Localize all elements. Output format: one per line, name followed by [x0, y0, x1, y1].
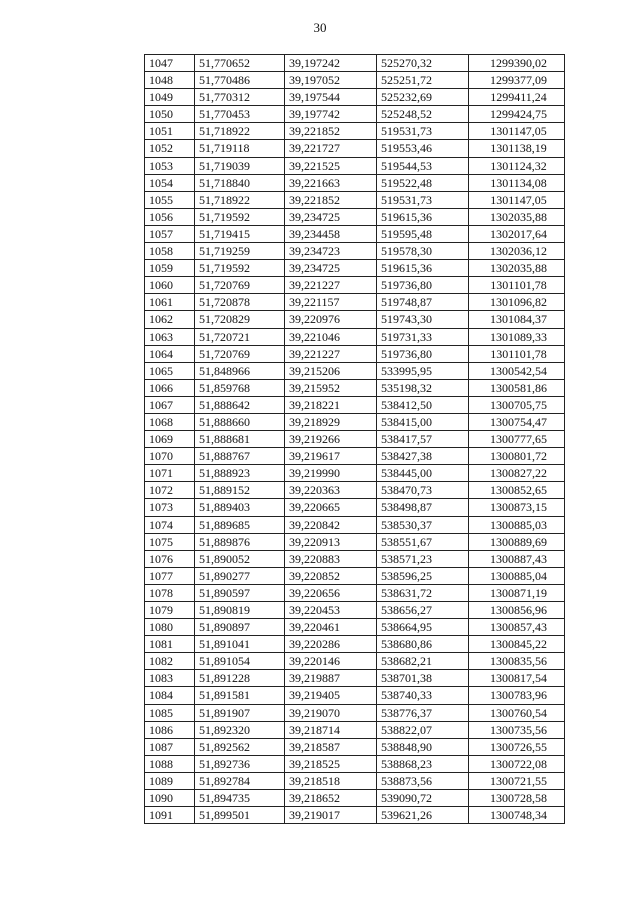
coord-y-cell: 1301147,05: [469, 191, 565, 208]
table-row: [145, 584, 565, 601]
coord-y-cell: 1300835,56: [469, 653, 565, 670]
point-number-cell: 1070: [145, 448, 195, 465]
coord-x-cell: 539090,72: [377, 790, 469, 807]
latitude-cell: 51,720721: [195, 328, 285, 345]
point-number-cell: 1061: [145, 294, 195, 311]
coord-x-cell: 519736,80: [377, 345, 469, 362]
coord-x-cell: 519615,36: [377, 260, 469, 277]
longitude-cell: 39,221525: [285, 157, 377, 174]
coord-x-cell: 538822,07: [377, 721, 469, 738]
table-row: [145, 294, 565, 311]
coord-y-cell: 1300871,19: [469, 584, 565, 601]
latitude-cell: 51,892562: [195, 738, 285, 755]
point-number-cell: 1063: [145, 328, 195, 345]
coord-x-cell: 538656,27: [377, 602, 469, 619]
table-row: [145, 123, 565, 140]
longitude-cell: 39,218221: [285, 396, 377, 413]
coord-x-cell: 538571,23: [377, 550, 469, 567]
latitude-cell: 51,890052: [195, 550, 285, 567]
table-row: [145, 670, 565, 687]
latitude-cell: 51,719118: [195, 140, 285, 157]
latitude-cell: 51,899501: [195, 807, 285, 824]
point-number-cell: 1051: [145, 123, 195, 140]
point-number-cell: 1083: [145, 670, 195, 687]
coord-x-cell: 525270,32: [377, 55, 469, 72]
coord-y-cell: 1300887,43: [469, 550, 565, 567]
page-number: 30: [313, 20, 327, 35]
coord-x-cell: 538701,38: [377, 670, 469, 687]
latitude-cell: 51,889876: [195, 533, 285, 550]
table-row: [145, 243, 565, 260]
coord-x-cell: 538682,21: [377, 653, 469, 670]
latitude-cell: 51,720878: [195, 294, 285, 311]
coord-x-cell: 538445,00: [377, 465, 469, 482]
latitude-cell: 51,888681: [195, 431, 285, 448]
coord-x-cell: 538417,57: [377, 431, 469, 448]
table-row: [145, 362, 565, 379]
point-number-cell: 1074: [145, 516, 195, 533]
point-number-cell: 1089: [145, 772, 195, 789]
longitude-cell: 39,218652: [285, 790, 377, 807]
coord-y-cell: 1300721,55: [469, 772, 565, 789]
coord-y-cell: 1300728,58: [469, 790, 565, 807]
table-row: [145, 721, 565, 738]
coord-x-cell: 525251,72: [377, 72, 469, 89]
coord-y-cell: 1300783,96: [469, 687, 565, 704]
coord-x-cell: 519531,73: [377, 191, 469, 208]
latitude-cell: 51,719592: [195, 260, 285, 277]
table-row: [145, 704, 565, 721]
point-number-cell: 1057: [145, 225, 195, 242]
longitude-cell: 39,219070: [285, 704, 377, 721]
coord-x-cell: 538680,86: [377, 636, 469, 653]
latitude-cell: 51,888642: [195, 396, 285, 413]
latitude-cell: 51,719259: [195, 243, 285, 260]
table-row: [145, 516, 565, 533]
point-number-cell: 1087: [145, 738, 195, 755]
point-number-cell: 1080: [145, 619, 195, 636]
table-row: [145, 755, 565, 772]
table-row: [145, 636, 565, 653]
coord-y-cell: 1300777,65: [469, 431, 565, 448]
longitude-cell: 39,220286: [285, 636, 377, 653]
longitude-cell: 39,221157: [285, 294, 377, 311]
longitude-cell: 39,197742: [285, 106, 377, 123]
point-number-cell: 1062: [145, 311, 195, 328]
coord-y-cell: 1301101,78: [469, 277, 565, 294]
coord-y-cell: 1300885,03: [469, 516, 565, 533]
longitude-cell: 39,218518: [285, 772, 377, 789]
coord-y-cell: 1302036,12: [469, 243, 565, 260]
latitude-cell: 51,892784: [195, 772, 285, 789]
latitude-cell: 51,889403: [195, 499, 285, 516]
longitude-cell: 39,218525: [285, 755, 377, 772]
longitude-cell: 39,215206: [285, 362, 377, 379]
coord-x-cell: 519615,36: [377, 208, 469, 225]
table-row: [145, 277, 565, 294]
coord-y-cell: 1301084,37: [469, 311, 565, 328]
latitude-cell: 51,891581: [195, 687, 285, 704]
coord-y-cell: 1300857,43: [469, 619, 565, 636]
latitude-cell: 51,770453: [195, 106, 285, 123]
latitude-cell: 51,892320: [195, 721, 285, 738]
latitude-cell: 51,891907: [195, 704, 285, 721]
point-number-cell: 1065: [145, 362, 195, 379]
coord-x-cell: 519731,33: [377, 328, 469, 345]
coord-y-cell: 1299390,02: [469, 55, 565, 72]
coord-x-cell: 538664,95: [377, 619, 469, 636]
latitude-cell: 51,890819: [195, 602, 285, 619]
coord-y-cell: 1299411,24: [469, 89, 565, 106]
latitude-cell: 51,890897: [195, 619, 285, 636]
point-number-cell: 1073: [145, 499, 195, 516]
coord-y-cell: 1300817,54: [469, 670, 565, 687]
coord-y-cell: 1300726,55: [469, 738, 565, 755]
longitude-cell: 39,197052: [285, 72, 377, 89]
coord-x-cell: 538498,87: [377, 499, 469, 516]
table-row: [145, 619, 565, 636]
latitude-cell: 51,890277: [195, 567, 285, 584]
point-number-cell: 1059: [145, 260, 195, 277]
coord-x-cell: 519544,53: [377, 157, 469, 174]
point-number-cell: 1055: [145, 191, 195, 208]
latitude-cell: 51,894735: [195, 790, 285, 807]
latitude-cell: 51,891041: [195, 636, 285, 653]
point-number-cell: 1056: [145, 208, 195, 225]
coord-y-cell: 1300754,47: [469, 413, 565, 430]
coord-x-cell: 538470,73: [377, 482, 469, 499]
coord-x-cell: 538412,50: [377, 396, 469, 413]
latitude-cell: 51,770652: [195, 55, 285, 72]
table-row: [145, 653, 565, 670]
latitude-cell: 51,859768: [195, 379, 285, 396]
coord-x-cell: 525232,69: [377, 89, 469, 106]
coord-x-cell: 519531,73: [377, 123, 469, 140]
coord-y-cell: 1300873,15: [469, 499, 565, 516]
coord-y-cell: 1300801,72: [469, 448, 565, 465]
latitude-cell: 51,848966: [195, 362, 285, 379]
point-number-cell: 1048: [145, 72, 195, 89]
coord-y-cell: 1300705,75: [469, 396, 565, 413]
coord-y-cell: 1300542,54: [469, 362, 565, 379]
table-row: [145, 499, 565, 516]
point-number-cell: 1068: [145, 413, 195, 430]
table-row: [145, 157, 565, 174]
coord-x-cell: 538868,23: [377, 755, 469, 772]
table-row: [145, 191, 565, 208]
longitude-cell: 39,219266: [285, 431, 377, 448]
coord-x-cell: 539621,26: [377, 807, 469, 824]
table-row: [145, 345, 565, 362]
longitude-cell: 39,220883: [285, 550, 377, 567]
point-number-cell: 1053: [145, 157, 195, 174]
longitude-cell: 39,221227: [285, 345, 377, 362]
coordinates-table-body: [145, 55, 565, 824]
point-number-cell: 1078: [145, 584, 195, 601]
longitude-cell: 39,215952: [285, 379, 377, 396]
coord-x-cell: 519743,30: [377, 311, 469, 328]
table-row: [145, 482, 565, 499]
table-row: [145, 174, 565, 191]
latitude-cell: 51,888923: [195, 465, 285, 482]
point-number-cell: 1064: [145, 345, 195, 362]
table-row: [145, 465, 565, 482]
latitude-cell: 51,720769: [195, 277, 285, 294]
point-number-cell: 1085: [145, 704, 195, 721]
coord-x-cell: 538740,33: [377, 687, 469, 704]
table-row: [145, 55, 565, 72]
point-number-cell: 1090: [145, 790, 195, 807]
latitude-cell: 51,718922: [195, 123, 285, 140]
coord-x-cell: 519595,48: [377, 225, 469, 242]
coord-y-cell: 1300852,65: [469, 482, 565, 499]
latitude-cell: 51,719039: [195, 157, 285, 174]
table-row: [145, 379, 565, 396]
coord-y-cell: 1300735,56: [469, 721, 565, 738]
table-row: [145, 687, 565, 704]
longitude-cell: 39,234725: [285, 260, 377, 277]
latitude-cell: 51,720829: [195, 311, 285, 328]
table-row: [145, 106, 565, 123]
coord-y-cell: 1299424,75: [469, 106, 565, 123]
point-number-cell: 1079: [145, 602, 195, 619]
latitude-cell: 51,891228: [195, 670, 285, 687]
coord-x-cell: 519553,46: [377, 140, 469, 157]
coord-y-cell: 1302035,88: [469, 208, 565, 225]
table-row: [145, 790, 565, 807]
coord-y-cell: 1301096,82: [469, 294, 565, 311]
coord-y-cell: 1301089,33: [469, 328, 565, 345]
table-row: [145, 225, 565, 242]
longitude-cell: 39,220656: [285, 584, 377, 601]
table-row: [145, 431, 565, 448]
coord-x-cell: 538776,37: [377, 704, 469, 721]
longitude-cell: 39,218714: [285, 721, 377, 738]
latitude-cell: 51,718840: [195, 174, 285, 191]
table-row: [145, 567, 565, 584]
longitude-cell: 39,220363: [285, 482, 377, 499]
latitude-cell: 51,889152: [195, 482, 285, 499]
table-row: [145, 448, 565, 465]
coord-y-cell: 1300581,86: [469, 379, 565, 396]
table-row: [145, 807, 565, 824]
coord-y-cell: 1301124,32: [469, 157, 565, 174]
latitude-cell: 51,890597: [195, 584, 285, 601]
point-number-cell: 1066: [145, 379, 195, 396]
latitude-cell: 51,719592: [195, 208, 285, 225]
latitude-cell: 51,770312: [195, 89, 285, 106]
longitude-cell: 39,219887: [285, 670, 377, 687]
coord-y-cell: 1300722,08: [469, 755, 565, 772]
coord-y-cell: 1300827,22: [469, 465, 565, 482]
longitude-cell: 39,221227: [285, 277, 377, 294]
latitude-cell: 51,770486: [195, 72, 285, 89]
longitude-cell: 39,197544: [285, 89, 377, 106]
coord-y-cell: 1301138,19: [469, 140, 565, 157]
table-row: [145, 89, 565, 106]
table-row: [145, 772, 565, 789]
coord-y-cell: 1300845,22: [469, 636, 565, 653]
longitude-cell: 39,219017: [285, 807, 377, 824]
latitude-cell: 51,889685: [195, 516, 285, 533]
point-number-cell: 1050: [145, 106, 195, 123]
longitude-cell: 39,220146: [285, 653, 377, 670]
table-row: [145, 72, 565, 89]
coordinates-table: [144, 54, 565, 824]
point-number-cell: 1072: [145, 482, 195, 499]
coord-x-cell: 538427,38: [377, 448, 469, 465]
coord-y-cell: 1301134,08: [469, 174, 565, 191]
table-row: [145, 208, 565, 225]
coord-x-cell: 538631,72: [377, 584, 469, 601]
coord-x-cell: 519736,80: [377, 277, 469, 294]
latitude-cell: 51,888767: [195, 448, 285, 465]
table-row: [145, 328, 565, 345]
coord-y-cell: 1300748,34: [469, 807, 565, 824]
coord-y-cell: 1299377,09: [469, 72, 565, 89]
latitude-cell: 51,892736: [195, 755, 285, 772]
coord-y-cell: 1301147,05: [469, 123, 565, 140]
coord-x-cell: 538415,00: [377, 413, 469, 430]
point-number-cell: 1086: [145, 721, 195, 738]
longitude-cell: 39,234725: [285, 208, 377, 225]
point-number-cell: 1069: [145, 431, 195, 448]
coord-x-cell: 519748,87: [377, 294, 469, 311]
coord-x-cell: 538848,90: [377, 738, 469, 755]
coord-x-cell: 538596,25: [377, 567, 469, 584]
point-number-cell: 1049: [145, 89, 195, 106]
longitude-cell: 39,221852: [285, 123, 377, 140]
coord-x-cell: 533995,95: [377, 362, 469, 379]
point-number-cell: 1054: [145, 174, 195, 191]
longitude-cell: 39,220453: [285, 602, 377, 619]
table-row: [145, 738, 565, 755]
longitude-cell: 39,219990: [285, 465, 377, 482]
coord-x-cell: 535198,32: [377, 379, 469, 396]
table-row: [145, 311, 565, 328]
table-row: [145, 396, 565, 413]
longitude-cell: 39,221663: [285, 174, 377, 191]
longitude-cell: 39,220842: [285, 516, 377, 533]
coord-x-cell: 519578,30: [377, 243, 469, 260]
latitude-cell: 51,888660: [195, 413, 285, 430]
longitude-cell: 39,221046: [285, 328, 377, 345]
longitude-cell: 39,219617: [285, 448, 377, 465]
coord-y-cell: 1300760,54: [469, 704, 565, 721]
longitude-cell: 39,220665: [285, 499, 377, 516]
point-number-cell: 1082: [145, 653, 195, 670]
longitude-cell: 39,221727: [285, 140, 377, 157]
point-number-cell: 1077: [145, 567, 195, 584]
point-number-cell: 1067: [145, 396, 195, 413]
table-row: [145, 550, 565, 567]
table-row: [145, 260, 565, 277]
point-number-cell: 1076: [145, 550, 195, 567]
point-number-cell: 1060: [145, 277, 195, 294]
coord-y-cell: 1300885,04: [469, 567, 565, 584]
longitude-cell: 39,220913: [285, 533, 377, 550]
coord-x-cell: 519522,48: [377, 174, 469, 191]
longitude-cell: 39,220976: [285, 311, 377, 328]
longitude-cell: 39,220852: [285, 567, 377, 584]
point-number-cell: 1075: [145, 533, 195, 550]
longitude-cell: 39,221852: [285, 191, 377, 208]
coord-x-cell: 538551,67: [377, 533, 469, 550]
coord-x-cell: 525248,52: [377, 106, 469, 123]
coord-y-cell: 1300889,69: [469, 533, 565, 550]
point-number-cell: 1052: [145, 140, 195, 157]
longitude-cell: 39,218929: [285, 413, 377, 430]
coord-x-cell: 538873,56: [377, 772, 469, 789]
latitude-cell: 51,719415: [195, 225, 285, 242]
table-row: [145, 602, 565, 619]
longitude-cell: 39,197242: [285, 55, 377, 72]
point-number-cell: 1081: [145, 636, 195, 653]
coord-y-cell: 1302017,64: [469, 225, 565, 242]
longitude-cell: 39,218587: [285, 738, 377, 755]
table-row: [145, 140, 565, 157]
point-number-cell: 1058: [145, 243, 195, 260]
longitude-cell: 39,234723: [285, 243, 377, 260]
point-number-cell: 1088: [145, 755, 195, 772]
point-number-cell: 1091: [145, 807, 195, 824]
coord-x-cell: 538530,37: [377, 516, 469, 533]
point-number-cell: 1084: [145, 687, 195, 704]
coord-y-cell: 1302035,88: [469, 260, 565, 277]
latitude-cell: 51,718922: [195, 191, 285, 208]
latitude-cell: 51,891054: [195, 653, 285, 670]
table-row: [145, 413, 565, 430]
latitude-cell: 51,720769: [195, 345, 285, 362]
table-row: [145, 533, 565, 550]
longitude-cell: 39,220461: [285, 619, 377, 636]
point-number-cell: 1047: [145, 55, 195, 72]
coord-y-cell: 1300856,96: [469, 602, 565, 619]
coord-y-cell: 1301101,78: [469, 345, 565, 362]
point-number-cell: 1071: [145, 465, 195, 482]
longitude-cell: 39,219405: [285, 687, 377, 704]
longitude-cell: 39,234458: [285, 225, 377, 242]
